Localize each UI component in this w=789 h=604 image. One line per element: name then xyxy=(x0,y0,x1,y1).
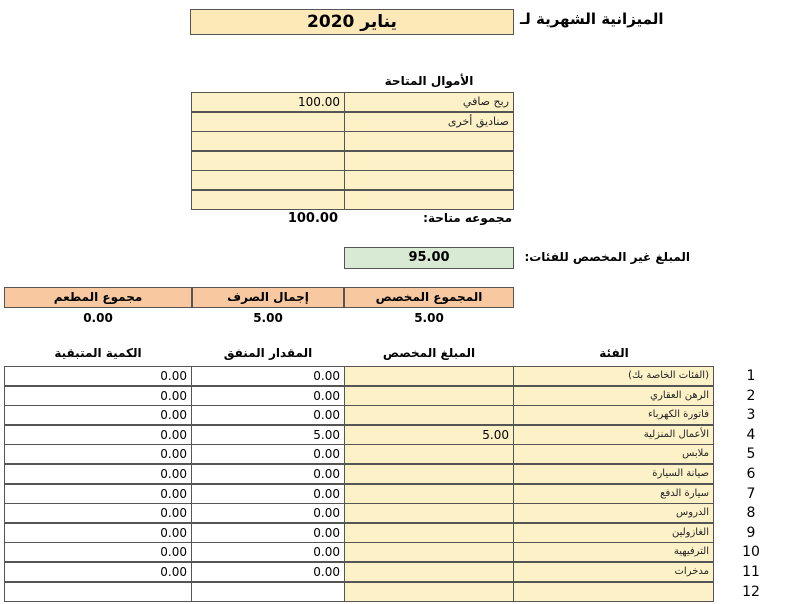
summary-header-spent: إجمال الصرف xyxy=(192,287,344,308)
row-number: 2 xyxy=(746,388,756,404)
allocated-cell[interactable] xyxy=(344,386,514,406)
allocated-cell[interactable] xyxy=(344,405,514,425)
remaining-cell: 0.00 xyxy=(4,503,192,523)
spent-header: المقدار المنفق xyxy=(223,346,313,360)
row-number: 9 xyxy=(746,525,756,541)
funds-value-cell[interactable]: 100.00 xyxy=(191,92,345,112)
remaining-cell: 0.00 xyxy=(4,562,192,582)
row-number: 1 xyxy=(746,368,756,384)
summary-header-allocated: المجموع المخصص xyxy=(344,287,514,308)
allocated-cell[interactable] xyxy=(344,444,514,464)
spent-cell: 0.00 xyxy=(191,503,345,523)
spent-cell: 0.00 xyxy=(191,523,345,543)
funds-value-cell[interactable] xyxy=(191,190,345,210)
spent-cell: 0.00 xyxy=(191,562,345,582)
unallocated-label: المبلغ غير المخصص للفئات: xyxy=(524,250,690,264)
category-name-cell[interactable]: الترفيهية xyxy=(513,542,714,562)
allocated-cell[interactable] xyxy=(344,366,514,386)
row-number: 8 xyxy=(746,505,756,521)
category-name-cell[interactable] xyxy=(513,582,714,602)
category-name-cell[interactable]: فاتورة الكهرباء xyxy=(513,405,714,425)
spent-cell: 0.00 xyxy=(191,464,345,484)
remaining-cell: 0.00 xyxy=(4,425,192,445)
funds-total-label: مجموعه متاحة: xyxy=(423,211,512,225)
category-name-cell[interactable]: الغازولين xyxy=(513,523,714,543)
row-number: 7 xyxy=(746,486,756,502)
funds-value-cell[interactable] xyxy=(191,131,345,151)
funds-label-cell[interactable] xyxy=(344,151,514,171)
row-number: 5 xyxy=(746,446,756,462)
category-name-cell[interactable]: ملابس xyxy=(513,444,714,464)
remaining-cell: 0.00 xyxy=(4,366,192,386)
allocated-cell[interactable]: 5.00 xyxy=(344,425,514,445)
allocated-cell[interactable] xyxy=(344,523,514,543)
spent-cell: 0.00 xyxy=(191,484,345,504)
category-header: الفئة xyxy=(599,346,629,360)
category-name-cell[interactable]: مدخرات xyxy=(513,562,714,582)
spent-cell: 0.00 xyxy=(191,542,345,562)
funds-value-cell[interactable] xyxy=(191,170,345,190)
remaining-cell: 0.00 xyxy=(4,542,192,562)
allocated-header: المبلغ المخصص xyxy=(382,346,476,360)
funds-label-cell[interactable]: صناديق أخرى xyxy=(344,112,514,132)
allocated-cell[interactable] xyxy=(344,562,514,582)
allocated-cell[interactable] xyxy=(344,484,514,504)
remaining-cell: 0.00 xyxy=(4,464,192,484)
category-name-cell[interactable]: الرهن العقاري xyxy=(513,386,714,406)
remaining-cell: 0.00 xyxy=(4,444,192,464)
spent-cell: 0.00 xyxy=(191,386,345,406)
summary-value-spent: 5.00 xyxy=(253,311,283,325)
spent-cell: 5.00 xyxy=(191,425,345,445)
summary-value-remaining: 0.00 xyxy=(83,311,113,325)
spent-cell: 0.00 xyxy=(191,405,345,425)
funds-value-cell[interactable] xyxy=(191,151,345,171)
row-number: 12 xyxy=(742,584,760,600)
allocated-cell[interactable] xyxy=(344,542,514,562)
funds-heading: الأموال المتاحة xyxy=(384,74,474,88)
funds-label-cell[interactable] xyxy=(344,170,514,190)
funds-value-cell[interactable] xyxy=(191,112,345,132)
funds-label-cell[interactable] xyxy=(344,131,514,151)
category-name-cell[interactable]: سيارة الدفع xyxy=(513,484,714,504)
row-number: 3 xyxy=(746,407,756,423)
remaining-cell: 0.00 xyxy=(4,405,192,425)
month-input[interactable]: يناير 2020 xyxy=(190,9,514,35)
remaining-cell xyxy=(4,582,192,602)
row-number: 4 xyxy=(746,427,756,443)
category-name-cell[interactable]: (الفئات الخاصة بك) xyxy=(513,366,714,386)
category-name-cell[interactable]: الأعمال المنزلية xyxy=(513,425,714,445)
unallocated-value: 95.00 xyxy=(344,247,514,269)
allocated-cell[interactable] xyxy=(344,582,514,602)
page-title: الميزانية الشهرية لـ xyxy=(520,10,664,28)
allocated-cell[interactable] xyxy=(344,503,514,523)
allocated-cell[interactable] xyxy=(344,464,514,484)
spent-cell: 0.00 xyxy=(191,366,345,386)
remaining-cell: 0.00 xyxy=(4,386,192,406)
spent-cell xyxy=(191,582,345,602)
spent-cell: 0.00 xyxy=(191,444,345,464)
row-number: 10 xyxy=(742,544,760,560)
row-number: 6 xyxy=(746,466,756,482)
remaining-header: الكمية المتبقية xyxy=(54,346,142,360)
summary-header-remaining: مجموع المطعم xyxy=(4,287,192,308)
funds-label-cell[interactable] xyxy=(344,190,514,210)
funds-total-value: 100.00 xyxy=(287,211,338,226)
category-name-cell[interactable]: صيانة السيارة xyxy=(513,464,714,484)
summary-value-allocated: 5.00 xyxy=(414,311,444,325)
category-name-cell[interactable]: الدروس xyxy=(513,503,714,523)
remaining-cell: 0.00 xyxy=(4,523,192,543)
remaining-cell: 0.00 xyxy=(4,484,192,504)
funds-label-cell[interactable]: ربح صافي xyxy=(344,92,514,112)
row-number: 11 xyxy=(742,564,760,580)
